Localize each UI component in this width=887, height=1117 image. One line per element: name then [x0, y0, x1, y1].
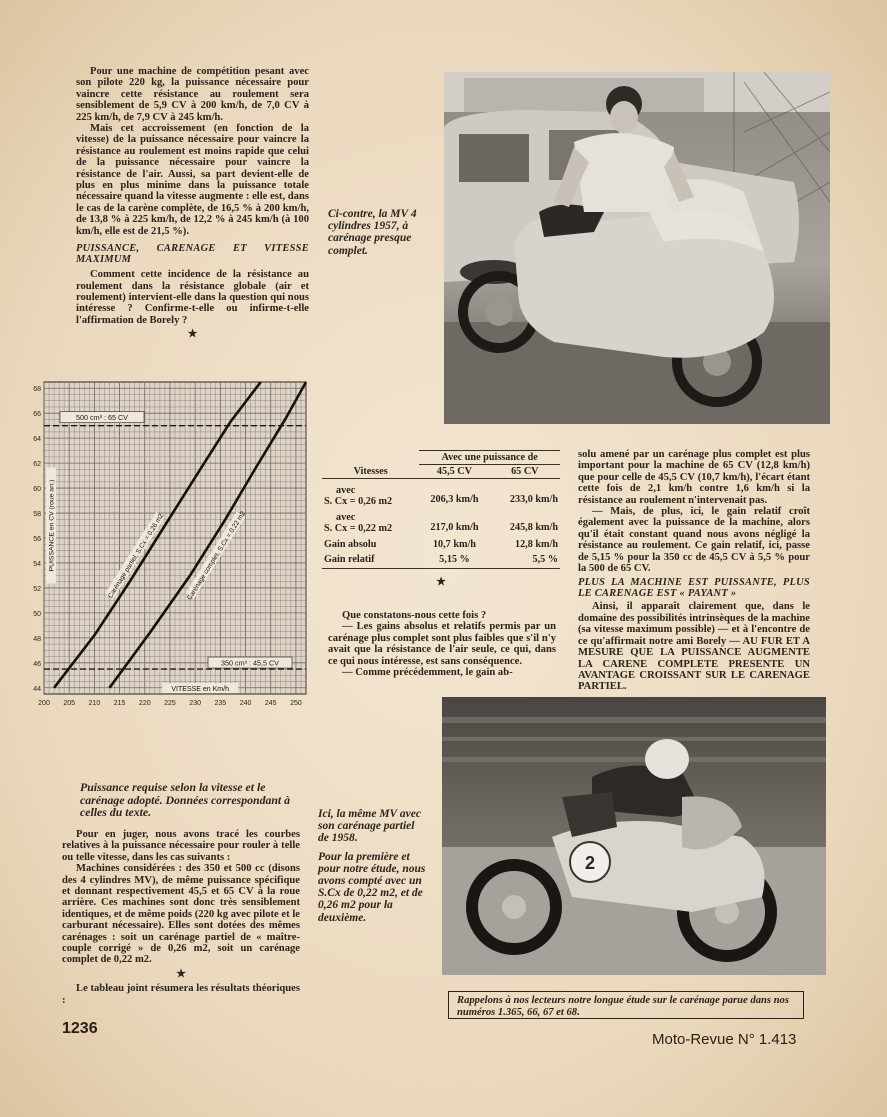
table-col-header: Vitesses — [322, 465, 419, 479]
x-tick-label: 220 — [138, 700, 151, 707]
photo-mv-1958 — [442, 697, 826, 975]
article-column-2-middle — [328, 610, 556, 678]
article-column-3-middle — [578, 449, 810, 693]
caption-part: Pour la première et pour notre étude, nous avons compté avec un S.Cx de 0,22 m2, et de 0,26 m2 pour la deuxième. — [318, 850, 426, 924]
table-cell: Gain relatif — [324, 554, 375, 565]
photo-caption-1: Ci-contre, la MV 4 cylindres 1957, à carénage presque complet. — [328, 208, 417, 257]
x-tick-label: 250 — [290, 700, 302, 707]
y-tick-label: 66 — [33, 411, 41, 419]
x-tick-label: 245 — [264, 700, 277, 707]
y-tick-label: 48 — [33, 635, 41, 643]
results-table — [322, 450, 560, 591]
table-cell: 206,3 km/h — [430, 493, 479, 505]
star-separator: ★ — [176, 967, 186, 980]
star-separator: ★ — [187, 328, 198, 341]
power-speed-chart — [28, 380, 310, 720]
x-tick-label: 240 — [239, 700, 252, 707]
table-row — [322, 551, 560, 569]
paragraph: Ainsi, il apparaît clairement que, dans le domaine des possibilités intrinsèques de la machine (sa vitesse maximum possible) — et à l'encontre de ce qu'affirmait notre ami Borely — AU FUR ET A MESURE QUE LA PUISSANCE AUGMENTE LA CARENE COMPLETE PRESENTE UN AVANTAGE CROISSANT SUR LE CARENAGE PARTIEL. — [578, 601, 810, 693]
footer-reminder-box: Rappelons à nos lecteurs notre longue étude sur le carénage parue dans nos numéros 1.365, 66, 67 et 68. — [448, 991, 804, 1019]
x-tick-label: 235 — [214, 700, 227, 707]
x-tick-label: 215 — [113, 700, 126, 707]
table-cell: S. Cx = 0,22 m2 — [324, 523, 393, 534]
article-column-1-top — [76, 66, 309, 344]
paragraph: Le tableau joint résumera les résultats théoriques : — [62, 983, 300, 1006]
reference-label: 500 cm³ : 65 CV — [76, 413, 128, 423]
table-cell: 12,8 km/h — [514, 539, 558, 550]
section-heading: PUISSANCE, CARENAGE ET VITESSE MAXIMUM — [76, 243, 309, 266]
reference-label: 350 cm³ : 45,5 CV — [221, 658, 279, 668]
x-tick-label: 225 — [164, 700, 176, 707]
table-col-header: 45,5 CV — [419, 465, 489, 479]
y-axis-label: PUISSANCE en CV (roue arr.) — [48, 479, 56, 572]
paragraph: — Les gains absolus et relatifs permis par un carénage plus complet sont plus faibles que s'il n'y avait que la résistance de l'air seule, ce qui, dans ce qui nous intéresse, est sans conséquence. — [328, 621, 556, 667]
magazine-issue: Moto-Revue N° 1.413 — [652, 1031, 797, 1048]
paragraph: Pour une machine de compétition pesant avec son pilote 220 kg, la puissance nécessaire pour vaincre cette résistance au roulement sera sensiblement de 5,9 CV à 200 km/h, de 7,0 CV à 225 km/h, de 7,9 CV à 245 km/h. — [76, 66, 309, 123]
y-tick-label: 50 — [33, 610, 41, 618]
y-tick-label: 56 — [33, 536, 41, 543]
table-cell: S. Cx = 0,26 m2 — [324, 496, 393, 507]
star-separator: ★ — [436, 576, 446, 588]
chart-caption: Puissance requise selon la vitesse et le carénage adopté. Données correspondant à celles du texte. — [80, 780, 291, 819]
caption-part: Ici, la même MV avec son carénage partiel de 1958. — [318, 808, 421, 845]
y-tick-label: 58 — [33, 511, 41, 519]
paragraph: Machines considérées : des 350 et 500 cc (disons des 4 cylindres MV), de même puissance spécifique et donnant respectivement 45,5 et 65 CV à la roue arrière. Ces machines sont donc très sensiblement identiques, et de même poids (220 kg avec pilote et le carburant nécessaire). Elles sont dotées des mêmes carénages : soit un carénage partiel de « maître-couple corrigé » de 0,26 m2, soit un carénage complet de 0,22 m2. — [62, 863, 300, 966]
x-tick-label: 210 — [88, 700, 101, 707]
section-heading: PLUS LA MACHINE EST PUISSANTE, PLUS LE CARENAGE EST « PAYANT » — [578, 577, 810, 600]
table-cell: 5,15 % — [439, 554, 470, 565]
article-column-1-bottom — [62, 829, 300, 1006]
table-row — [322, 535, 560, 551]
table-cell: avec — [336, 512, 356, 523]
table-cell: 233,0 km/h — [509, 493, 558, 505]
series-label: Carénage partiel, S.Cx = 0,26 m2 — [107, 512, 166, 600]
paragraph: Mais cet accroissement (en fonction de la vitesse) de la puissance nécessaire pour vaincre la résistance au roulement est moins rapide que celui de la puissance nécessaire pour vaincre la résistance de l'air. Aussi, sa part devient-elle de plus en plus minime dans la puissance totale nécessaire quand la vitesse augmente : elle est, dans le cas de la carène complète, de 16,5 % à 200 km/h, de 13,8 % à 225 km/h, de 12,2 % à 245 km/h (à 100 km/h, elle est de 21,5 %). — [76, 123, 309, 237]
table-row — [322, 508, 560, 535]
table-cell: 10,7 km/h — [432, 539, 476, 550]
y-tick-label: 46 — [33, 660, 41, 668]
paragraph: — Mais, de plus, ici, le gain relatif croît également avec la puissance de la machine, alors qu'il était constant quand nous avons négligé la résistance au roulement. Ce gain relatif, ici, passe de 5,15 % pour la 350 cc de 45,5 CV à 5,5 % pour la 500 de 65 CV. — [578, 506, 810, 575]
x-axis-label: VITESSE en Km/h — [171, 686, 229, 693]
table-cell: Gain absolu — [324, 539, 377, 550]
table-row — [322, 479, 560, 509]
paragraph: — Comme précédemment, le gain ab- — [342, 667, 513, 679]
y-tick-label: 52 — [33, 585, 41, 593]
table-cell: avec — [336, 485, 356, 496]
y-tick-label: 44 — [33, 685, 41, 693]
y-tick-label: 64 — [33, 436, 41, 444]
race-number: 2 — [584, 853, 596, 873]
y-tick-label: 62 — [33, 461, 41, 469]
x-tick-label: 230 — [189, 700, 201, 707]
table-cell: 217,0 km/h — [430, 521, 479, 533]
paragraph: Pour en juger, nous avons tracé les courbes relatives à la puissance nécessaire pour rouler à telle ou telle vitesse, dans les cas suivants : — [62, 829, 300, 863]
photo-mv-1957 — [444, 72, 830, 424]
table-col-header: 65 CV — [490, 465, 560, 479]
paragraph: Que constatons-nous cette fois ? — [342, 610, 487, 621]
x-tick-label: 205 — [63, 700, 76, 707]
table-cell: 245,8 km/h — [509, 521, 558, 533]
paragraph: solu amené par un carénage plus complet est plus important pour la machine de 65 CV (12,8 km/h) que pour celle de 45,5 CV (10,7 km/h), l'écart étant cette fois de 2,1 km/h contre 1,6 km/h si la résistance au roulement n'intervenait pas. — [578, 449, 810, 506]
x-tick-label: 200 — [38, 700, 50, 707]
table-cell: 5,5 % — [532, 554, 558, 565]
page-number: 1236 — [62, 1020, 98, 1037]
photo-caption-2 — [318, 808, 428, 924]
y-tick-label: 68 — [33, 386, 41, 394]
y-tick-label: 54 — [33, 560, 41, 568]
table-group-header: Avec une puissance de — [419, 451, 560, 465]
paragraph: Comment cette incidence de la résistance au roulement dans la résistance globale (air et roulement) intervient-elle dans la question qui nous intéresse ? Confirme-t-elle ou infirme-t-elle l'affirmation de Borely ? — [76, 269, 309, 326]
y-tick-label: 60 — [33, 486, 41, 494]
series-label: Carénage complet, S.Cx = 0,22 m2 — [186, 510, 248, 602]
